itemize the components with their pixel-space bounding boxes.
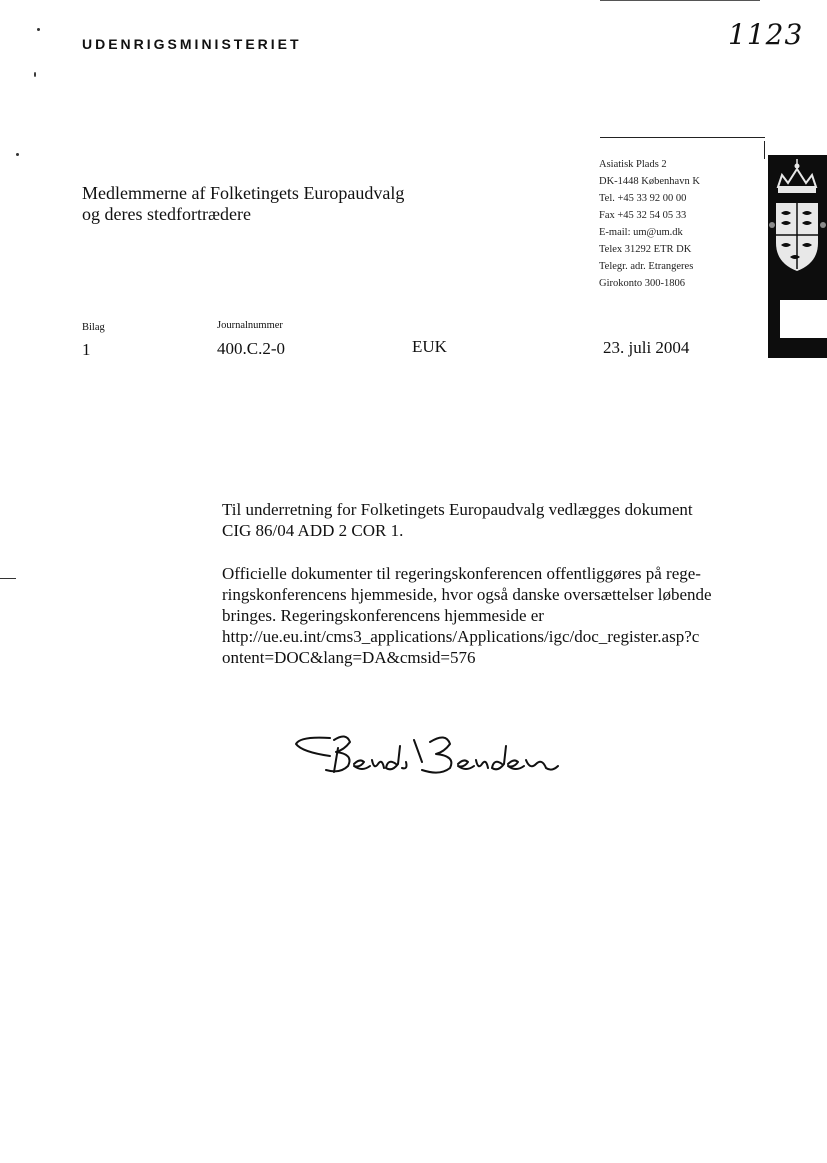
- body-line: Til underretning for Folketingets Europaudvalg vedlægges dokument: [222, 500, 693, 519]
- website-url-line: ontent=DOC&lang=DA&cmsid=576: [222, 648, 476, 667]
- address-city: DK-1448 København K: [599, 176, 700, 187]
- body-line: bringes. Regeringskonferencens hjemmeside er: [222, 606, 544, 625]
- address-rule-tick: [764, 141, 765, 159]
- body-line: Officielle dokumenter til regeringskonferencen offentliggøres på rege-: [222, 564, 701, 583]
- address-phone: Tel. +45 33 92 00 00: [599, 193, 687, 204]
- handwritten-signature: [290, 728, 565, 795]
- body-paragraph-1: [222, 499, 752, 541]
- scan-speck: [34, 72, 36, 77]
- scan-speck: [16, 153, 19, 156]
- recipient-block: [82, 183, 404, 225]
- scan-speck: [37, 28, 40, 31]
- address-fax: Fax +45 32 54 05 33: [599, 210, 687, 221]
- address-rule: [600, 137, 765, 138]
- body-paragraph-2: [222, 563, 752, 668]
- scan-edge-mark: [0, 578, 16, 579]
- ministry-name: UDENRIGSMINISTERIET: [82, 36, 302, 52]
- bilag-label: Bilag: [82, 322, 105, 333]
- signature-icon: [290, 728, 565, 790]
- website-url-line: http://ue.eu.int/cms3_applications/Applications/igc/doc_register.asp?c: [222, 627, 700, 646]
- crest-notch: [780, 300, 827, 338]
- journal-label: Journalnummer: [217, 320, 283, 331]
- address-telex: Telex 31292 ETR DK: [599, 244, 692, 255]
- body-line: CIG 86/04 ADD 2 COR 1.: [222, 521, 404, 540]
- recipient-line-1: Medlemmerne af Folketingets Europaudvalg: [82, 183, 405, 203]
- bilag-value: 1: [82, 340, 91, 359]
- address-email: E-mail: um@um.dk: [599, 227, 683, 238]
- ministry-address: [599, 156, 700, 292]
- address-giro: Girokonto 300-1806: [599, 278, 686, 289]
- address-street: Asiatisk Plads 2: [599, 159, 667, 170]
- handwritten-document-number: 1123: [728, 18, 804, 51]
- office-code: EUK: [412, 337, 447, 356]
- letter-date: 23. juli 2004: [603, 338, 690, 357]
- recipient-line-2: og deres stedfortrædere: [82, 204, 251, 224]
- address-telegram: Telegr. adr. Etrangeres: [599, 261, 694, 272]
- journal-value: 400.C.2-0: [217, 339, 285, 358]
- body-line: ringskonferencens hjemmeside, hvor også danske oversættelser løbende: [222, 585, 712, 604]
- scan-top-edge: [600, 0, 760, 1]
